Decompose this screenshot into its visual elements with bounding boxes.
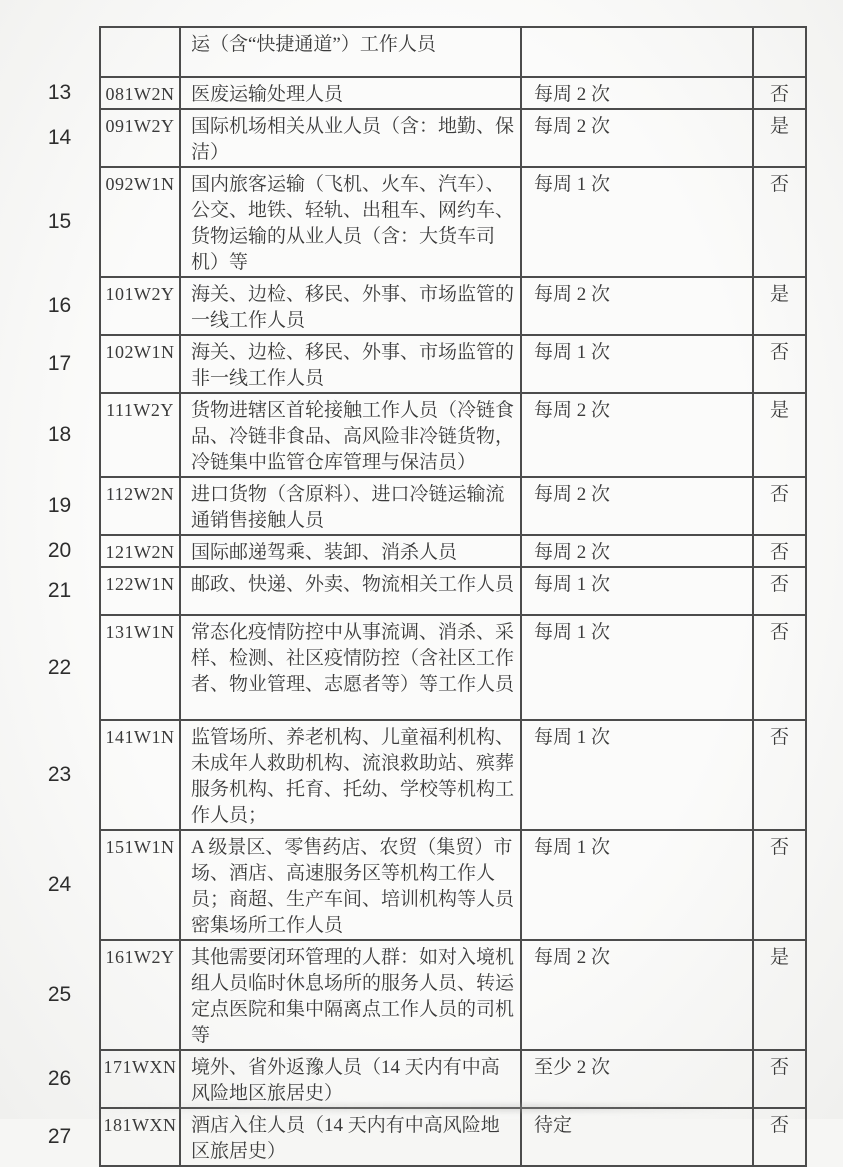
scan-artifact: [90, 1104, 730, 1112]
row-number: 19: [47, 494, 72, 517]
frequency-cell: 待定: [521, 1108, 753, 1166]
row-number: 26: [47, 1067, 72, 1090]
table-row: [0, 109, 806, 167]
frequency-cell: 每周 1 次: [521, 167, 753, 277]
code-cell: 171WXN: [100, 1050, 180, 1108]
description-cell: 国际邮递驾乘、装卸、消杀人员: [180, 535, 521, 567]
frequency-cell: 每周 1 次: [521, 615, 753, 720]
description-cell: 运（含“快捷通道”）工作人员: [180, 27, 521, 77]
frequency-cell: 每周 1 次: [521, 567, 753, 615]
row-number: 22: [47, 655, 72, 679]
table-row: [0, 167, 806, 277]
closed-loop-cell: 否: [753, 335, 806, 393]
table-row: [0, 535, 806, 567]
code-cell: 091W2Y: [100, 109, 180, 167]
table-row: [0, 77, 806, 109]
frequency-cell: 每周 2 次: [521, 940, 753, 1050]
description-cell: 进口货物（含原料）、进口冷链运输流通销售接触人员: [180, 477, 521, 535]
closed-loop-cell: 否: [753, 830, 806, 940]
row-number: 25: [47, 983, 72, 1006]
code-cell: 181WXN: [100, 1108, 180, 1166]
closed-loop-cell: 否: [753, 720, 806, 830]
closed-loop-cell: 否: [753, 167, 806, 277]
closed-loop-cell: [753, 27, 806, 77]
table-row: [0, 1050, 806, 1108]
table-row: [0, 940, 806, 1050]
row-number: 21: [47, 579, 72, 602]
frequency-cell: 每周 1 次: [521, 335, 753, 393]
code-cell: 121W2N: [100, 535, 180, 567]
closed-loop-cell: 否: [753, 477, 806, 535]
row-number: 15: [47, 210, 72, 233]
table-row: [0, 830, 806, 940]
description-cell: 国际机场相关从业人员（含：地勤、保洁）: [180, 109, 521, 167]
closed-loop-cell: 是: [753, 109, 806, 167]
closed-loop-cell: 否: [753, 77, 806, 109]
code-cell: 151W1N: [100, 830, 180, 940]
code-cell: 161W2Y: [100, 940, 180, 1050]
description-cell: 酒店入住人员（14 天内有中高风险地区旅居史）: [180, 1108, 521, 1166]
code-cell: 102W1N: [100, 335, 180, 393]
frequency-cell: 至少 2 次: [521, 1050, 753, 1108]
code-cell: 111W2Y: [100, 393, 180, 477]
closed-loop-cell: 是: [753, 940, 806, 1050]
code-cell: 122W1N: [100, 567, 180, 615]
frequency-cell: 每周 2 次: [521, 535, 753, 567]
description-cell: 其他需要闭环管理的人群：如对入境机组人员临时休息场所的服务人员、转运定点医院和集中隔离点工作人员的司机等: [180, 940, 521, 1050]
description-cell: 监管场所、养老机构、儿童福利机构、未成年人救助机构、流浪救助站、殡葬服务机构、托育、托幼、学校等机构工作人员；: [180, 720, 521, 830]
description-cell: 境外、省外返豫人员（14 天内有中高风险地区旅居史）: [180, 1050, 521, 1108]
closed-loop-cell: 是: [753, 277, 806, 335]
description-cell: A 级景区、零售药店、农贸（集贸）市场、酒店、高速服务区等机构工作人员；商超、生产车间、培训机构等人员密集场所工作人员: [180, 830, 521, 940]
table-row: [0, 277, 806, 335]
code-cell: 092W1N: [100, 167, 180, 277]
closed-loop-cell: 否: [753, 535, 806, 567]
frequency-cell: 每周 2 次: [521, 109, 753, 167]
code-cell: 101W2Y: [100, 277, 180, 335]
table-row: [0, 393, 806, 477]
row-number: 16: [47, 294, 72, 317]
table-row: [0, 567, 806, 615]
table-row: [0, 720, 806, 830]
closed-loop-cell: 否: [753, 567, 806, 615]
row-number: [0, 27, 100, 77]
closed-loop-cell: 否: [753, 615, 806, 720]
closed-loop-cell: 否: [753, 1050, 806, 1108]
description-cell: 国内旅客运输（飞机、火车、汽车）、公交、地铁、轻轨、出租车、网约车、货物运输的从业人员（含：大货车司机）等: [180, 167, 521, 277]
row-number: 14: [47, 126, 72, 149]
description-cell: 海关、边检、移民、外事、市场监管的非一线工作人员: [180, 335, 521, 393]
table-row: [0, 335, 806, 393]
table-row: [0, 1108, 806, 1166]
description-cell: 邮政、快递、外卖、物流相关工作人员: [180, 567, 521, 615]
closed-loop-cell: 是: [753, 393, 806, 477]
row-number: 24: [47, 873, 72, 896]
row-number: 23: [47, 763, 72, 786]
description-cell: 医废运输处理人员: [180, 77, 521, 109]
frequency-cell: [521, 27, 753, 77]
testing-frequency-table: [0, 26, 807, 1167]
code-cell: 112W2N: [100, 477, 180, 535]
frequency-cell: 每周 2 次: [521, 477, 753, 535]
frequency-cell: 每周 1 次: [521, 830, 753, 940]
frequency-cell: 每周 2 次: [521, 393, 753, 477]
table-row: [0, 27, 806, 77]
code-cell: 141W1N: [100, 720, 180, 830]
code-cell: 081W2N: [100, 77, 180, 109]
description-cell: 货物进辖区首轮接触工作人员（冷链食品、冷链非食品、高风险非冷链货物，冷链集中监管仓库管理与保洁员）: [180, 393, 521, 477]
row-number: 13: [47, 81, 72, 104]
closed-loop-cell: 否: [753, 1108, 806, 1166]
frequency-cell: 每周 2 次: [521, 77, 753, 109]
row-number: 20: [47, 539, 72, 562]
row-number: 27: [47, 1125, 72, 1148]
table-row: [0, 615, 806, 720]
row-number: 18: [47, 423, 72, 446]
frequency-cell: 每周 1 次: [521, 720, 753, 830]
description-cell: 常态化疫情防控中从事流调、消杀、采样、检测、社区疫情防控（含社区工作者、物业管理、志愿者等）等工作人员: [180, 615, 521, 720]
table-row: [0, 477, 806, 535]
description-cell: 海关、边检、移民、外事、市场监管的一线工作人员: [180, 277, 521, 335]
frequency-cell: 每周 2 次: [521, 277, 753, 335]
code-cell: [100, 27, 180, 77]
code-cell: 131W1N: [100, 615, 180, 720]
row-number: 17: [47, 352, 72, 375]
